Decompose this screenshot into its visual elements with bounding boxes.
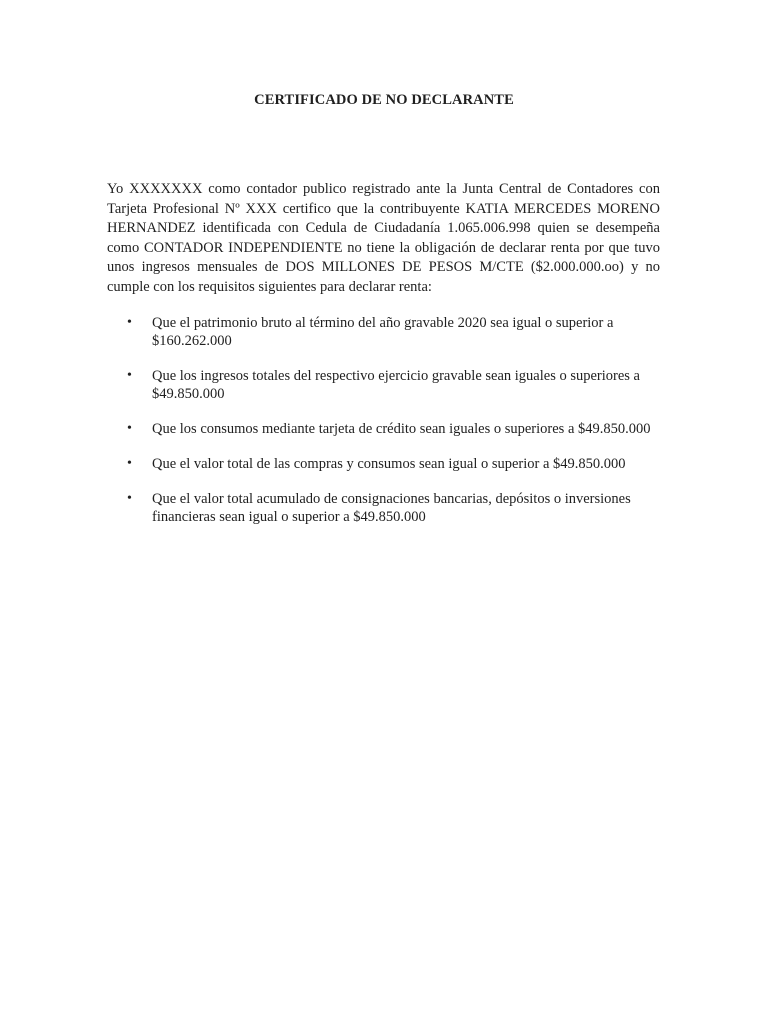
bullet-icon: •	[127, 421, 132, 436]
requirement-item	[127, 420, 667, 438]
requirement-text: Que el valor total acumulado de consignaciones bancarias, depósitos o inversiones financieras sean igual o superior a $49.850.000	[152, 491, 631, 525]
requirements-list	[127, 314, 667, 543]
requirement-item	[127, 314, 667, 350]
requirement-text: Que los consumos mediante tarjeta de crédito sean iguales o superiores a $49.850.000	[152, 421, 651, 437]
bullet-icon: •	[127, 315, 132, 330]
requirement-text: Que los ingresos totales del respectivo ejercicio gravable sean iguales o superiores a $49.850.000	[152, 368, 640, 402]
requirement-item	[127, 490, 667, 526]
bullet-icon: •	[127, 368, 132, 383]
requirement-text: Que el valor total de las compras y consumos sean igual o superior a $49.850.000	[152, 456, 626, 472]
requirement-text: Que el patrimonio bruto al término del año gravable 2020 sea igual o superior a $160.262.000	[152, 315, 614, 349]
bullet-icon: •	[127, 456, 132, 471]
requirement-item	[127, 455, 667, 473]
certification-paragraph: Yo XXXXXXX como contador publico registrado ante la Junta Central de Contadores con Tarjeta Profesional Nº XXX certifico que la contribuyente KATIA MERCEDES MORENO HERNANDEZ identificada con Cedula de Ciudadanía 1.065.006.998 quien se desempeña como CONTADOR INDEPENDIENTE no tiene la obligación de declarar renta por que tuvo unos ingresos mensuales de DOS MILLONES DE PESOS M/CTE ($2.000.000.oo) y no cumple con los requisitos siguientes para declarar renta:	[107, 181, 660, 295]
document-title: CERTIFICADO DE NO DECLARANTE	[254, 92, 514, 108]
requirement-item	[127, 367, 667, 403]
bullet-icon: •	[127, 491, 132, 506]
